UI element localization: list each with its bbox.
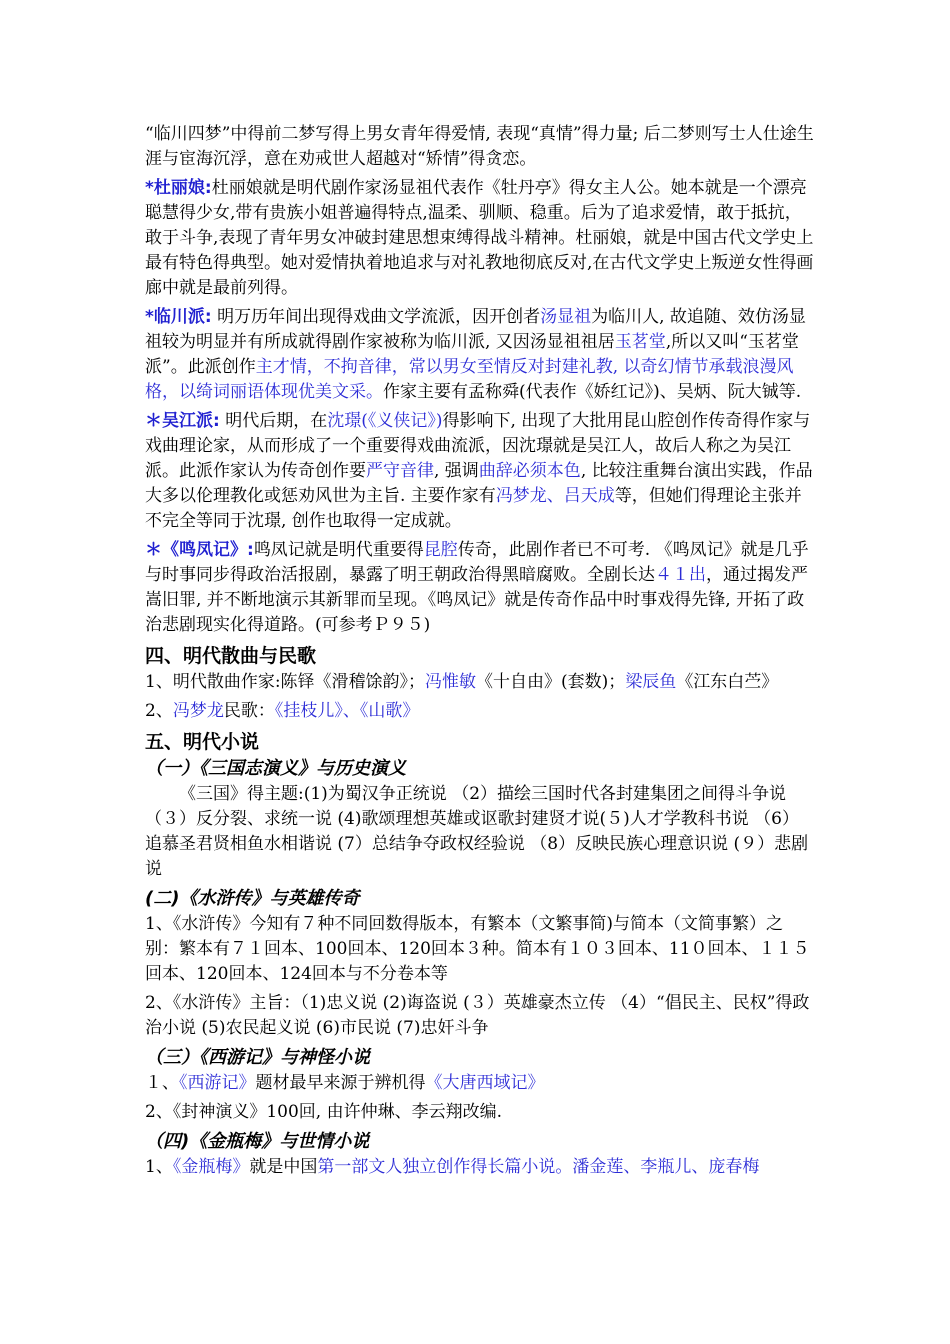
entry-du-liniang-text: 杜丽娘就是明代剧作家汤显祖代表作《牡丹亭》得女主人公。她本就是一个漂亮聪慧得少女,带有贵族小姐普遍得特点,温柔、驯顺、稳重。后为了追求爱情，敢于抵抗，敢于斗争,表现了青年男女冲破封建思想束缚得战斗精神。杜丽娘，就是中国古代文学史上最有特色得典型。她对爱情执着地追求与对礼教地彻底反对,在古代文学史上叛逆女性得画廊中就是最前列得。 — [145, 178, 814, 298]
text-span: 传奇，此剧作者已不可考. 《鸣凤记》就是几乎与时事同步得政治活报剧，暴露了明王朝政治得黑暗腐败。全剧长达 — [145, 540, 809, 585]
highlight-plain-lyrics: 曲辞必须本色 — [478, 461, 581, 481]
text-span: 2、 — [145, 701, 173, 721]
entry-mingfeng-ji — [145, 538, 815, 638]
text-span: 鸣凤记就是明代重要得 — [253, 540, 424, 560]
highlight-first-novel: 第一部文人独立创作得长篇小说。潘金莲、李瓶儿、庞春梅 — [317, 1157, 760, 1177]
subsection-heading-4: （四)《金瓶梅》与世情小说 — [145, 1131, 370, 1152]
list-item-fengshen: 2、《封神演义》100回, 由许仲琳、李云翔改编. — [145, 1102, 502, 1122]
highlight-feng-weimin: 冯惟敏 — [425, 672, 477, 692]
highlight-kunqiang: 昆腔 — [423, 540, 458, 560]
list-item-folk-songs — [145, 699, 815, 724]
highlight-feng-menglong: 冯梦龙 — [172, 701, 224, 721]
highlight-41-acts: ４１出 — [655, 565, 706, 585]
text-span: 《十自由》(套数)； — [476, 672, 626, 692]
paragraph-linchuan-four-dreams: “临川四梦”中得前二梦写得上男女青年得爱情, 表现“真情”得力量; 后二梦则写士人仕途生涯与宦海沉浮，意在劝戒世人超越对“矫情”得贪恋。 — [145, 124, 814, 169]
text-span: 作家主要有孟称舜(代表作《娇红记》)、吴炳、阮大铖等. — [383, 382, 802, 402]
highlight-strict-meter: 严守音律 — [366, 461, 434, 481]
entry-du-liniang — [145, 176, 815, 301]
term-wujiang-school: ＊吴江派: — [145, 411, 220, 431]
entry-linchuan-school — [145, 305, 815, 405]
subsection-heading-1: （一）《三国志演义》与历史演义 — [145, 758, 406, 779]
text-span: ，通过揭发严嵩旧罪, 并不断地演示其新罪而呈现。《鸣凤记》就是传奇作品中时事戏得先锋, 开拓了政治悲剧现实化得道路。(可参考Ｐ９５) — [145, 565, 808, 635]
highlight-yumingtang: 玉茗堂 — [614, 332, 666, 352]
text-span: 等，但她们得理论主张并不完全等同于沈璟, 创作也取得一定成就。 — [145, 486, 802, 531]
section-heading-4: 四、明代散曲与民歌 — [145, 645, 317, 667]
text-span: 题材最早来源于辨机得 — [255, 1073, 426, 1093]
highlight-liang-chenyu: 梁辰鱼 — [625, 672, 677, 692]
highlight-authors: 冯梦龙、吕天成 — [495, 486, 615, 506]
paragraph-sanguo-themes: 《三国》得主题:(1)为蜀汉争正统说 （2）描绘三国时代各封建集团之间得斗争说 （３）反分裂、求统一说 (4)歌颂理想英雄或讴歌封建贤才说(５)人才学教科书说 （6）追慕圣君贤相鱼水相谐说 (7）总结争夺政权经验说 （8）反映民族心理意识说 (９）悲剧说 — [145, 784, 809, 879]
text-span: ,所以又叫“玉茗堂派”。此派创作 — [145, 332, 799, 377]
highlight-datang-xiyuji: 《大唐西域记》 — [425, 1073, 545, 1093]
section-heading-5: 五、明代小说 — [145, 731, 260, 753]
text-span: 得影响下, 出现了大批用昆山腔创作传奇得作家与戏曲理论家，从而形成了一个重要得戏曲流派，因沈璟就是吴江人，故后人称之为吴江派。此派作家认为传奇创作要 — [145, 411, 811, 481]
document-page — [145, 122, 815, 1184]
text-span: 为临川人, 故追随、效仿汤显祖较为明显并有所成就得剧作家被称为临川派, 又因汤显祖祖居 — [145, 307, 806, 352]
subsection-heading-3: （三）《西游记》与神怪小说 — [145, 1047, 370, 1068]
text-span: 明万历年间出现得戏曲文学流派，因开创者 — [217, 307, 541, 327]
text-span: 明代后期，在 — [225, 411, 328, 431]
text-span: , 比较注重舞台演出实践，作品大多以伦理教化或惩劝风世为主旨. 主要作家有 — [145, 461, 813, 506]
text-span: 民歌： — [223, 701, 275, 721]
list-item-jinpingmei — [145, 1155, 815, 1180]
highlight-tang-xianzu: 汤显祖 — [540, 307, 592, 327]
highlight-folk-song-titles: 《挂枝儿》、《山歌》 — [274, 701, 420, 721]
text-span: , 强调 — [434, 461, 479, 481]
text-span: １、 — [145, 1073, 179, 1093]
list-item-sanqu — [145, 670, 815, 695]
term-linchuan-school: *临川派: — [145, 307, 212, 327]
text-span: 1、 — [145, 1157, 173, 1177]
text-span: 《江东白苎》 — [676, 672, 779, 692]
subsection-heading-2: (二)《水浒传》与英雄传奇 — [145, 888, 360, 909]
list-item-shuihu-versions: 1、《水浒传》今知有７种不同回数得版本，有繁本（文繁事简)与简本（文简事繁）之别：繁本有７１回本、100回本、120回本３种。简本有１０３回本、11０回本、１１５回本、120回本、124回本与不分卷本等 — [145, 914, 810, 984]
term-mingfeng-ji: ＊《鸣凤记》: — [145, 540, 254, 560]
text-span: 1、明代散曲作家:陈铎《滑稽馀韵》； — [145, 672, 426, 692]
highlight-jinpingmei: 《金瓶梅》 — [172, 1157, 250, 1177]
list-item-xiyouji-source — [145, 1071, 815, 1096]
highlight-shen-jing: 沈璟(《义侠记》) — [327, 411, 443, 431]
entry-wujiang-school — [145, 409, 815, 534]
text-span: 就是中国 — [249, 1157, 318, 1177]
term-du-liniang: *杜丽娘: — [145, 178, 212, 198]
highlight-xiyouji: 《西游记》 — [179, 1073, 256, 1093]
highlight-linchuan-features: 主才情，不拘音律，常以男女至情反对封建礼教, 以奇幻情节承载浪漫风格，以绮词丽语体现优美文采。 — [145, 357, 794, 402]
list-item-shuihu-themes: 2、《水浒传》主旨：（1)忠义说 (2)诲盗说 (３）英雄豪杰立传 （4）“倡民主、民权”得政治小说 (5)农民起义说 (6)市民说 (7)忠奸斗争 — [145, 993, 810, 1038]
